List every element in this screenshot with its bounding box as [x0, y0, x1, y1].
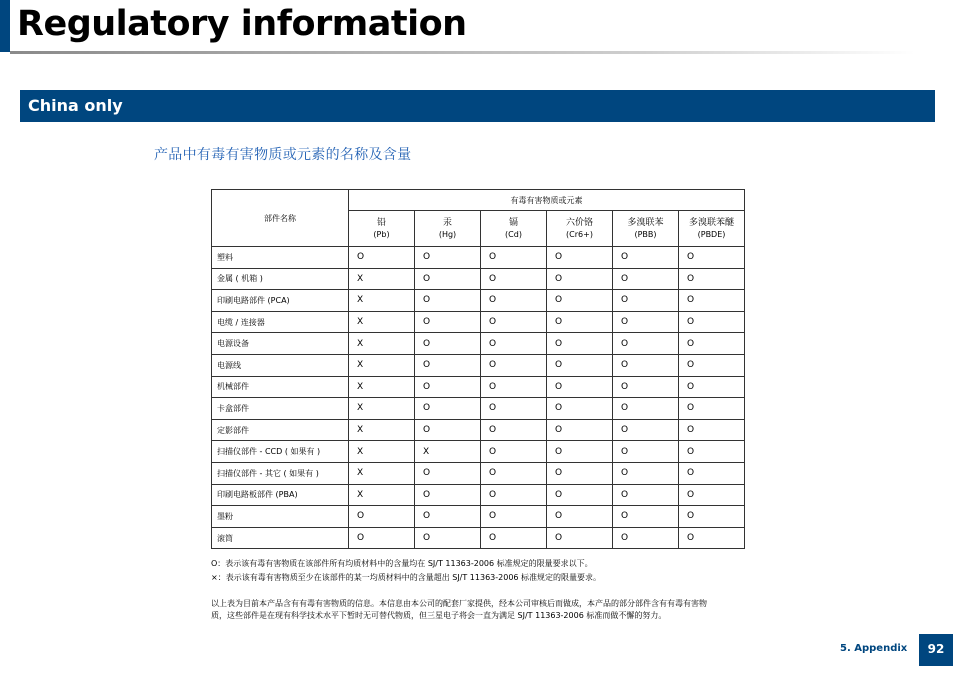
substance-mark-cell: O	[415, 527, 481, 549]
substance-name: 汞	[442, 217, 452, 228]
substance-symbol: (PBB)	[634, 229, 657, 239]
substance-header-cell	[415, 211, 481, 247]
substance-header-cell	[481, 211, 547, 247]
substance-mark-cell: O	[679, 268, 745, 290]
table-row	[212, 398, 745, 420]
substance-mark-cell: O	[481, 376, 547, 398]
footer-chapter-label: 5. Appendix	[840, 643, 908, 654]
substance-mark-cell: O	[613, 290, 679, 312]
table-row	[212, 419, 745, 441]
substance-mark-cell: O	[415, 398, 481, 420]
substance-header-cell	[679, 211, 745, 247]
table-row	[212, 462, 745, 484]
title-accent-bar	[0, 0, 10, 52]
part-name-cell: 定影部件	[212, 419, 349, 441]
part-name-header: 部件名称	[212, 190, 349, 247]
substance-mark-cell: O	[679, 354, 745, 376]
substance-mark-cell: O	[547, 484, 613, 506]
title-divider	[10, 51, 915, 54]
substance-mark-cell: X	[349, 398, 415, 420]
substance-mark-cell: O	[679, 484, 745, 506]
substance-mark-cell: O	[547, 398, 613, 420]
substance-mark-cell: X	[349, 419, 415, 441]
part-name-cell: 墨粉	[212, 506, 349, 528]
table-row	[212, 506, 745, 528]
substance-mark-cell: O	[613, 268, 679, 290]
substance-mark-cell: O	[481, 311, 547, 333]
substance-mark-cell: O	[613, 419, 679, 441]
substance-mark-cell: O	[547, 354, 613, 376]
substance-mark-cell: O	[481, 268, 547, 290]
table-body	[212, 247, 745, 549]
substance-mark-cell: O	[415, 311, 481, 333]
note-x: ×：表示该有毒有害物质至少在该部件的某一均质材料中的含量超出 SJ/T 11363-2006 标准规定的限量要求。	[211, 572, 602, 582]
note-o: O：表示该有毒有害物质在该部件所有均质材料中的含量均在 SJ/T 11363-2006 标准规定的限量要求以下。	[211, 559, 593, 568]
substance-mark-cell: O	[679, 290, 745, 312]
substance-mark-cell: O	[679, 333, 745, 355]
substance-header-cell	[613, 211, 679, 247]
substance-symbol: (Hg)	[438, 229, 457, 239]
part-name-cell: 电源线	[212, 354, 349, 376]
part-name-cell: 印刷电路部件 (PCA)	[212, 290, 349, 312]
substance-mark-cell: O	[679, 527, 745, 549]
substance-mark-cell: O	[547, 290, 613, 312]
section-title: China only	[28, 96, 123, 115]
substance-mark-cell: O	[613, 247, 679, 269]
table-row	[212, 311, 745, 333]
substance-mark-cell: O	[613, 506, 679, 528]
substance-group-header: 有毒有害物质或元素	[349, 190, 745, 211]
substance-mark-cell: X	[349, 376, 415, 398]
substance-mark-cell: O	[481, 354, 547, 376]
part-name-cell: 电源设备	[212, 333, 349, 355]
substance-mark-cell: O	[547, 462, 613, 484]
substance-mark-cell: O	[415, 506, 481, 528]
substance-name: 多溴联苯醚	[689, 217, 735, 228]
substance-mark-cell: O	[481, 462, 547, 484]
substance-mark-cell: O	[547, 441, 613, 463]
part-name-cell: 金属 ( 机箱 )	[212, 268, 349, 290]
substance-mark-cell: O	[679, 247, 745, 269]
substance-mark-cell: O	[481, 527, 547, 549]
table-row	[212, 484, 745, 506]
hazardous-substances-table	[211, 189, 745, 549]
substance-mark-cell: O	[481, 333, 547, 355]
substance-mark-cell: O	[349, 527, 415, 549]
substance-mark-cell: O	[547, 311, 613, 333]
substance-mark-cell: X	[349, 462, 415, 484]
disclaimer-line: 质，这些部件是在现有科学技术水平下暂时无可替代物质，但三星电子将会一直为满足 SJ/T 11363-2006 标准而做不懈的努力。	[211, 610, 667, 620]
substance-mark-cell: O	[613, 462, 679, 484]
section-header	[20, 90, 935, 122]
substance-mark-cell: O	[547, 506, 613, 528]
substance-mark-cell: O	[613, 441, 679, 463]
substance-mark-cell: X	[349, 441, 415, 463]
substance-mark-cell: O	[415, 354, 481, 376]
substance-mark-cell: O	[415, 462, 481, 484]
substance-mark-cell: O	[679, 376, 745, 398]
substance-mark-cell: O	[679, 419, 745, 441]
substance-mark-cell: O	[481, 398, 547, 420]
substance-mark-cell: O	[415, 333, 481, 355]
substance-mark-cell: O	[415, 484, 481, 506]
part-name-cell: 扫描仪部件 - 其它 ( 如果有 )	[212, 462, 349, 484]
table-row	[212, 376, 745, 398]
hazardous-substances-heading: 产品中有毒有害物质或元素的名称及含量	[154, 147, 412, 163]
substance-mark-cell: O	[349, 506, 415, 528]
substance-mark-cell: O	[679, 462, 745, 484]
substance-header-cell	[349, 211, 415, 247]
substance-mark-cell: O	[415, 268, 481, 290]
substance-mark-cell: X	[349, 333, 415, 355]
part-name-cell: 机械部件	[212, 376, 349, 398]
substance-name: 六价铬	[565, 217, 593, 228]
substance-mark-cell: O	[349, 247, 415, 269]
table-row	[212, 527, 745, 549]
substance-mark-cell: O	[481, 290, 547, 312]
substance-mark-cell: X	[349, 484, 415, 506]
substance-mark-cell: O	[679, 398, 745, 420]
substance-symbol: (PBDE)	[697, 229, 726, 239]
substance-symbol: (Cd)	[505, 229, 522, 239]
table-row	[212, 441, 745, 463]
part-name-cell: 印刷电路板部件 (PBA)	[212, 484, 349, 506]
substance-mark-cell: O	[481, 506, 547, 528]
substance-mark-cell: O	[613, 311, 679, 333]
substance-mark-cell: O	[547, 333, 613, 355]
page-title: Regulatory information	[17, 4, 467, 44]
substance-mark-cell: O	[679, 311, 745, 333]
substance-name: 铅	[376, 217, 386, 228]
part-name-cell: 扫描仪部件 - CCD ( 如果有 )	[212, 441, 349, 463]
substance-mark-cell: O	[547, 376, 613, 398]
substance-mark-cell: X	[415, 441, 481, 463]
substance-mark-cell: O	[415, 419, 481, 441]
substance-mark-cell: O	[481, 419, 547, 441]
substance-name: 镉	[508, 217, 518, 228]
substance-name: 多溴联苯	[627, 217, 664, 228]
substance-mark-cell: X	[349, 311, 415, 333]
substance-mark-cell: X	[349, 354, 415, 376]
substance-mark-cell: O	[481, 441, 547, 463]
part-name-cell: 滚筒	[212, 527, 349, 549]
substance-mark-cell: O	[547, 527, 613, 549]
table-row	[212, 290, 745, 312]
substance-mark-cell: O	[679, 441, 745, 463]
legend-notes	[211, 557, 601, 584]
disclaimer-paragraph	[211, 598, 811, 621]
substance-mark-cell: O	[481, 484, 547, 506]
substance-mark-cell: O	[547, 419, 613, 441]
substance-mark-cell: O	[415, 290, 481, 312]
substance-mark-cell: X	[349, 290, 415, 312]
page-number: 92	[919, 634, 953, 666]
part-name-cell: 塑料	[212, 247, 349, 269]
substance-mark-cell: O	[481, 247, 547, 269]
substance-mark-cell: O	[679, 506, 745, 528]
part-name-cell: 电缆 / 连接器	[212, 311, 349, 333]
substance-header-cell	[547, 211, 613, 247]
part-name-cell: 卡盒部件	[212, 398, 349, 420]
substance-mark-cell: O	[415, 247, 481, 269]
table-row	[212, 268, 745, 290]
substance-mark-cell: O	[613, 333, 679, 355]
substance-mark-cell: O	[547, 247, 613, 269]
substance-mark-cell: O	[613, 484, 679, 506]
substance-mark-cell: O	[613, 398, 679, 420]
substance-mark-cell: O	[547, 268, 613, 290]
substance-symbol: (Cr6+)	[566, 229, 593, 239]
table-row	[212, 247, 745, 269]
substance-symbol: (Pb)	[373, 229, 390, 239]
substance-mark-cell: O	[613, 354, 679, 376]
substance-mark-cell: O	[613, 527, 679, 549]
table-row	[212, 333, 745, 355]
disclaimer-line: 以上表为目前本产品含有有毒有害物质的信息。本信息由本公司的配套厂家提供，经本公司审核后而做成，本产品的部分部件含有有毒有害物	[211, 599, 707, 608]
substance-mark-cell: X	[349, 268, 415, 290]
table-row	[212, 354, 745, 376]
substance-mark-cell: O	[415, 376, 481, 398]
substance-mark-cell: O	[613, 376, 679, 398]
